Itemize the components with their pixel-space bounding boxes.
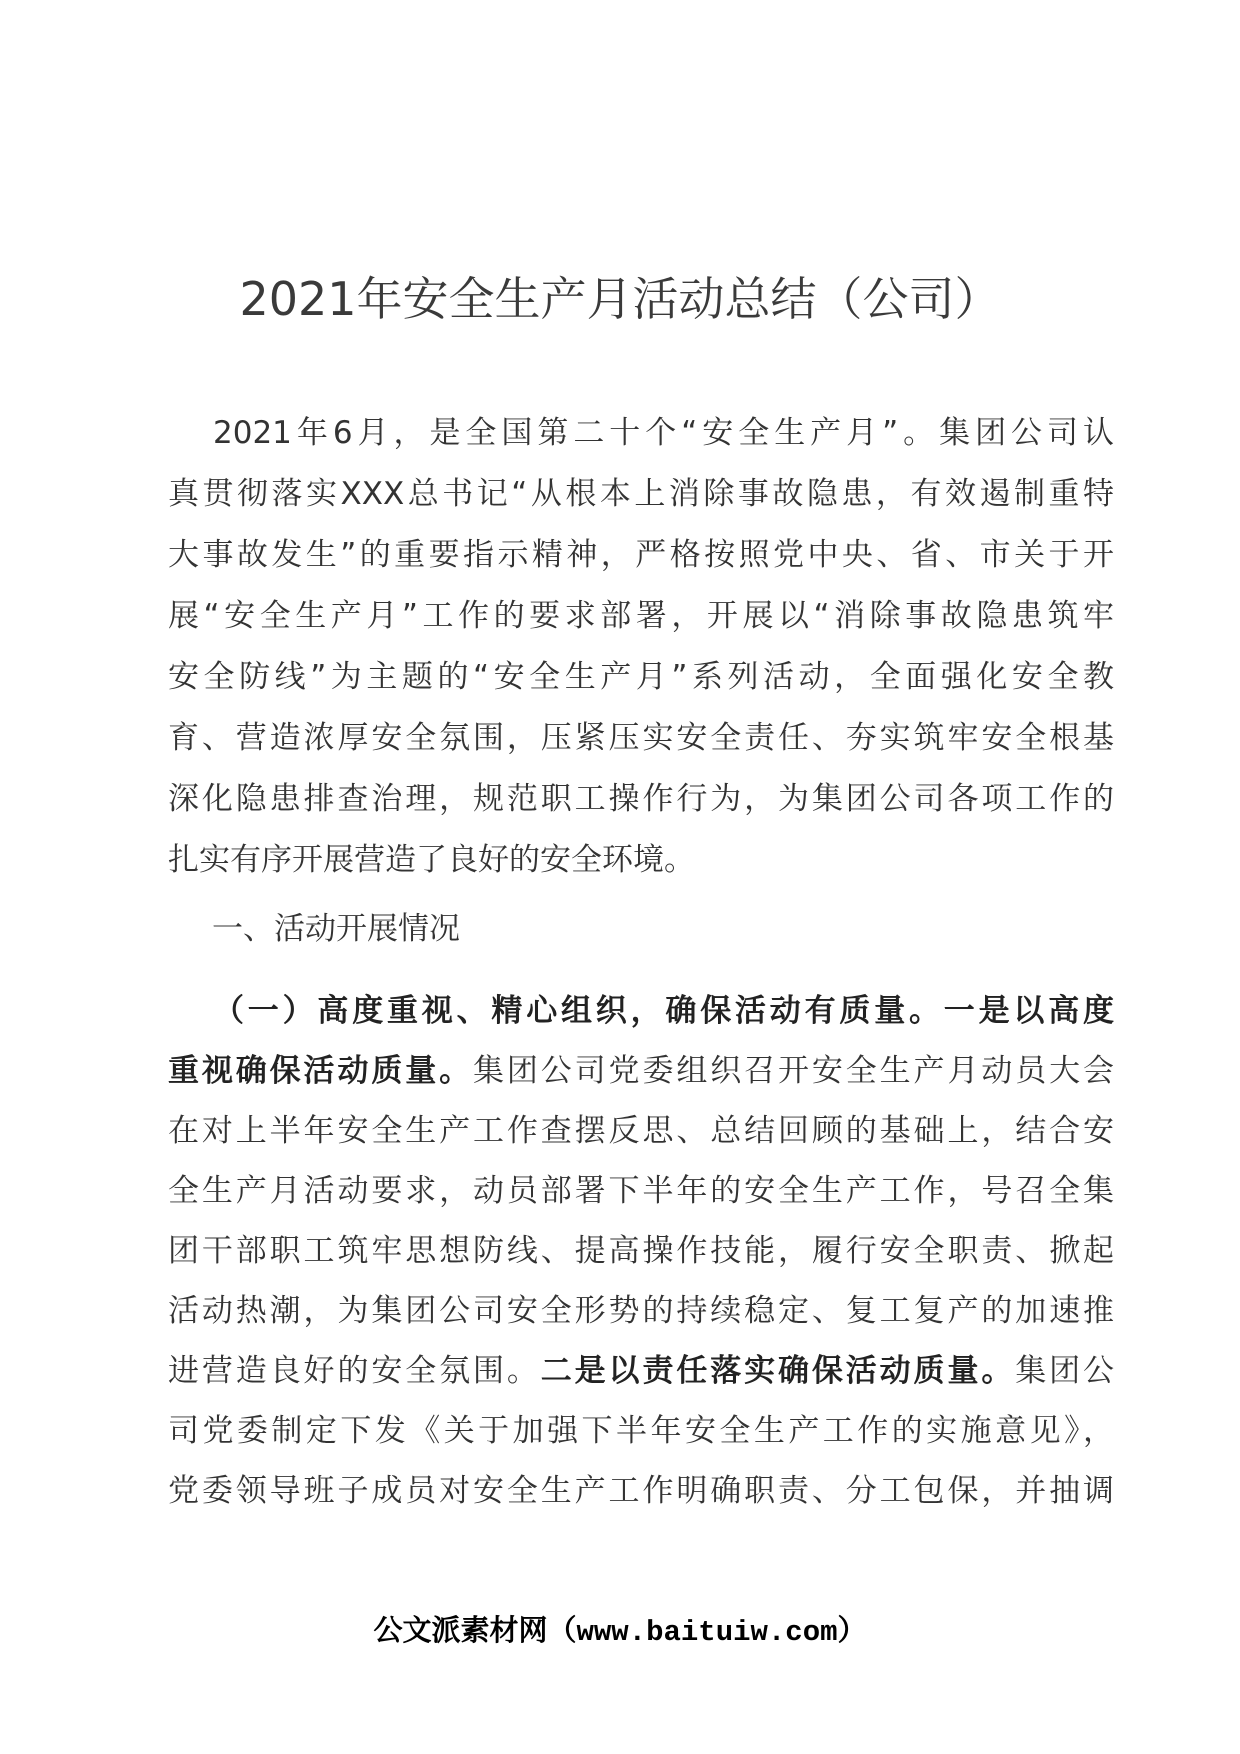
intro-line: 大事故发生”的重要指示精神，严格按照党中央、省、市关于开 — [168, 537, 1114, 573]
section-line — [168, 1341, 1114, 1401]
bold-lead-text: （一）高度重视、精心组织，确保活动有质量。一是以高度 — [213, 993, 1114, 1029]
intro-line: 展“安全生产月”工作的要求部署，开展以“消除事故隐患筑牢 — [168, 598, 1114, 634]
body-text: 在对上半年安全生产工作查摆反思、总结回顾的基础上，结合安 — [168, 1113, 1114, 1149]
intro-paragraph — [168, 403, 1114, 891]
intro-line: 深化隐患排查治理，规范职工操作行为，为集团公司各项工作的 — [168, 781, 1114, 817]
intro-line: 育、营造浓厚安全氛围，压紧压实安全责任、夯实筑牢安全根基 — [168, 720, 1114, 756]
section-line — [168, 981, 1114, 1041]
intro-line: 真贯彻落实XXX总书记“从根本上消除事故隐患，有效遏制重特 — [168, 476, 1114, 512]
document-title: 2021年安全生产月活动总结（公司） — [239, 272, 1001, 326]
section-paragraph — [168, 981, 1114, 1521]
intro-line: 安全防线”为主题的“安全生产月”系列活动，全面强化安全教 — [168, 659, 1114, 695]
section-line — [168, 1221, 1114, 1281]
intro-line: 扎实有序开展营造了良好的安全环境。 — [168, 842, 695, 878]
body-text: 活动热潮，为集团公司安全形势的持续稳定、复工复产的加速推 — [168, 1293, 1114, 1329]
body-text: 全生产月活动要求，动员部署下半年的安全生产工作，号召全集 — [168, 1173, 1114, 1209]
body-text: 司党委制定下发《关于加强下半年安全生产工作的实施意见》， — [168, 1413, 1114, 1449]
body-text: 进营造良好的安全氛围。 — [168, 1353, 541, 1389]
section-line — [168, 1281, 1114, 1341]
page-footer-watermark: 公文派素材网（www.baituiw.com） — [373, 1616, 867, 1649]
section-line — [168, 1041, 1114, 1101]
body-text: 集团公 — [1015, 1353, 1114, 1389]
bold-lead-text: 重视确保活动质量。 — [168, 1053, 473, 1089]
section-heading: 一、活动开展情况 — [212, 911, 460, 947]
bold-lead-text: 二是以责任落实确保活动质量。 — [540, 1353, 1016, 1389]
body-text: 党委领导班子成员对安全生产工作明确职责、分工包保，并抽调 — [168, 1473, 1114, 1509]
intro-line: 2021年6月，是全国第二十个“安全生产月”。集团公司认 — [213, 415, 1114, 451]
section-line — [168, 1101, 1114, 1161]
section-line — [168, 1161, 1114, 1221]
body-text: 集团公司党委组织召开安全生产月动员大会 — [473, 1053, 1114, 1089]
section-line — [168, 1461, 1114, 1521]
section-line — [168, 1401, 1114, 1461]
body-text: 团干部职工筑牢思想防线、提高操作技能，履行安全职责、掀起 — [168, 1233, 1114, 1269]
